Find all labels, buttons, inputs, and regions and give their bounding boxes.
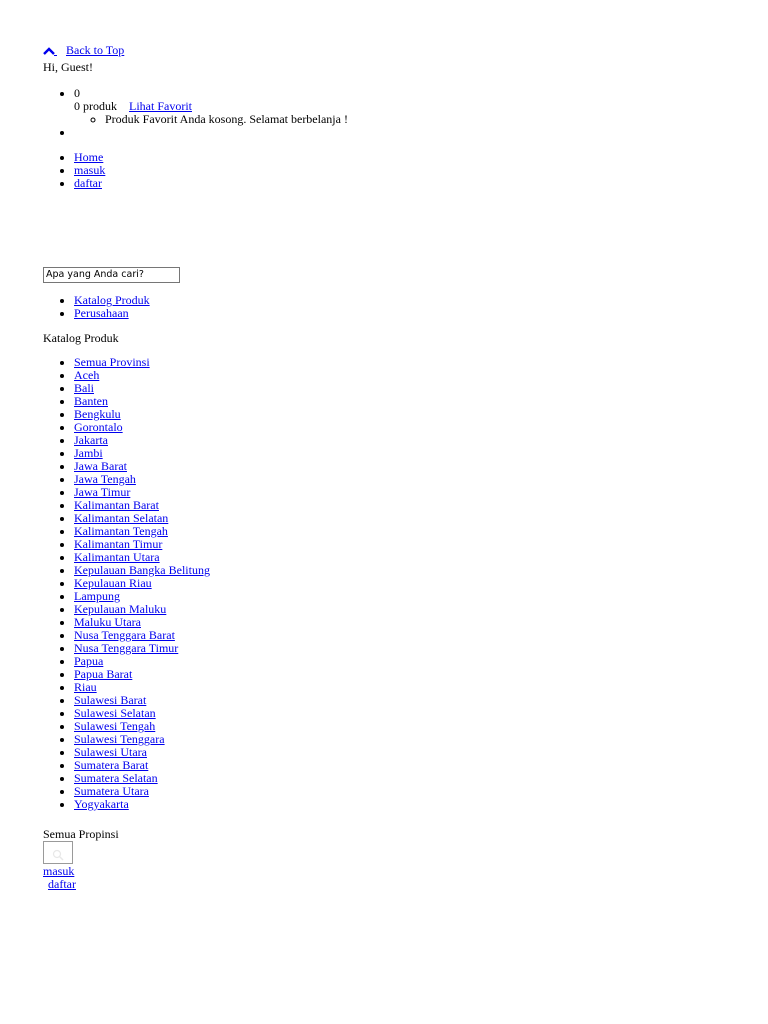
selected-province-label: Semua Propinsi — [43, 827, 119, 841]
province-link-kepulauan-bangka-belitung[interactable]: Kepulauan Bangka Belitung — [74, 563, 210, 577]
tab-company-link[interactable]: Perusahaan — [74, 306, 129, 320]
search-button[interactable] — [43, 841, 73, 864]
main-nav — [43, 151, 105, 190]
nav-item-register — [74, 177, 105, 190]
footer-links — [43, 865, 76, 891]
favorites-block — [43, 87, 643, 139]
province-link-sulawesi-tengah[interactable]: Sulawesi Tengah — [74, 719, 156, 733]
greeting: Hi, Guest! — [43, 60, 93, 74]
search-input[interactable] — [43, 267, 180, 283]
province-list-item — [74, 369, 210, 382]
favorites-summary-row — [74, 100, 643, 126]
province-link-kalimantan-utara[interactable]: Kalimantan Utara — [74, 550, 160, 564]
view-favorites-link[interactable]: Lihat Favorit — [129, 99, 192, 113]
province-link-papua-barat[interactable]: Papua Barat — [74, 667, 133, 681]
province-link-papua[interactable]: Papua — [74, 654, 104, 668]
province-link-lampung[interactable]: Lampung — [74, 589, 120, 603]
province-link-maluku-utara[interactable]: Maluku Utara — [74, 615, 141, 629]
province-link-kepulauan-riau[interactable]: Kepulauan Riau — [74, 576, 152, 590]
back-to-top-label: Back to Top — [66, 43, 125, 57]
province-link-jambi[interactable]: Jambi — [74, 446, 103, 460]
province-link-kepulauan-maluku[interactable]: Kepulauan Maluku — [74, 602, 167, 616]
tab-item-company — [74, 307, 150, 320]
back-to-top-link[interactable] — [43, 44, 124, 57]
catalog-heading: Katalog Produk — [43, 331, 119, 345]
province-link-jawa-barat[interactable]: Jawa Barat — [74, 459, 127, 473]
province-list-item — [74, 798, 210, 811]
favorites-sublist — [74, 113, 643, 126]
province-link-kalimantan-barat[interactable]: Kalimantan Barat — [74, 498, 159, 512]
nav-login-link[interactable]: masuk — [74, 163, 106, 177]
catalog-tabs — [43, 294, 150, 320]
search-icon — [52, 849, 64, 861]
province-link-sumatera-utara[interactable]: Sumatera Utara — [74, 784, 149, 798]
favorites-list — [43, 87, 643, 139]
province-link-bali[interactable]: Bali — [74, 381, 94, 395]
province-link-riau[interactable]: Riau — [74, 680, 97, 694]
province-link-sulawesi-selatan[interactable]: Sulawesi Selatan — [74, 706, 156, 720]
favorites-count: 0 — [74, 86, 80, 100]
footer-register-link[interactable]: daftar — [48, 877, 76, 891]
footer-login-link[interactable]: masuk — [43, 864, 75, 878]
tab-catalog-link[interactable]: Katalog Produk — [74, 293, 150, 307]
province-link-kalimantan-tengah[interactable]: Kalimantan Tengah — [74, 524, 168, 538]
province-link-sulawesi-barat[interactable]: Sulawesi Barat — [74, 693, 147, 707]
province-link-jawa-timur[interactable]: Jawa Timur — [74, 485, 131, 499]
province-link-kalimantan-timur[interactable]: Kalimantan Timur — [74, 537, 163, 551]
nav-home-link[interactable]: Home — [74, 150, 104, 164]
favorites-products-text: 0 produk — [74, 99, 117, 113]
province-link-banten[interactable]: Banten — [74, 394, 108, 408]
province-link-jawa-tengah[interactable]: Jawa Tengah — [74, 472, 136, 486]
empty-list-item — [74, 126, 643, 139]
province-link-nusa-tenggara-timur[interactable]: Nusa Tenggara Timur — [74, 641, 179, 655]
province-link-sulawesi-tenggara[interactable]: Sulawesi Tenggara — [74, 732, 165, 746]
chevron-up-icon — [43, 46, 57, 56]
province-link-sulawesi-utara[interactable]: Sulawesi Utara — [74, 745, 147, 759]
province-list — [43, 356, 210, 811]
favorites-empty-message: ◦ Produk Favorit Anda kosong. Selamat berbelanja ! — [105, 113, 643, 126]
province-link-sumatera-barat[interactable]: Sumatera Barat — [74, 758, 149, 772]
province-link-semua-provinsi[interactable]: Semua Provinsi — [74, 355, 150, 369]
province-link-jakarta[interactable]: Jakarta — [74, 433, 108, 447]
province-link-yogyakarta[interactable]: Yogyakarta — [74, 797, 129, 811]
province-link-bengkulu[interactable]: Bengkulu — [74, 407, 121, 421]
province-link-aceh[interactable]: Aceh — [74, 368, 100, 382]
province-link-nusa-tenggara-barat[interactable]: Nusa Tenggara Barat — [74, 628, 175, 642]
province-link-kalimantan-selatan[interactable]: Kalimantan Selatan — [74, 511, 169, 525]
province-link-gorontalo[interactable]: Gorontalo — [74, 420, 123, 434]
nav-register-link[interactable]: daftar — [74, 176, 102, 190]
province-link-sumatera-selatan[interactable]: Sumatera Selatan — [74, 771, 158, 785]
